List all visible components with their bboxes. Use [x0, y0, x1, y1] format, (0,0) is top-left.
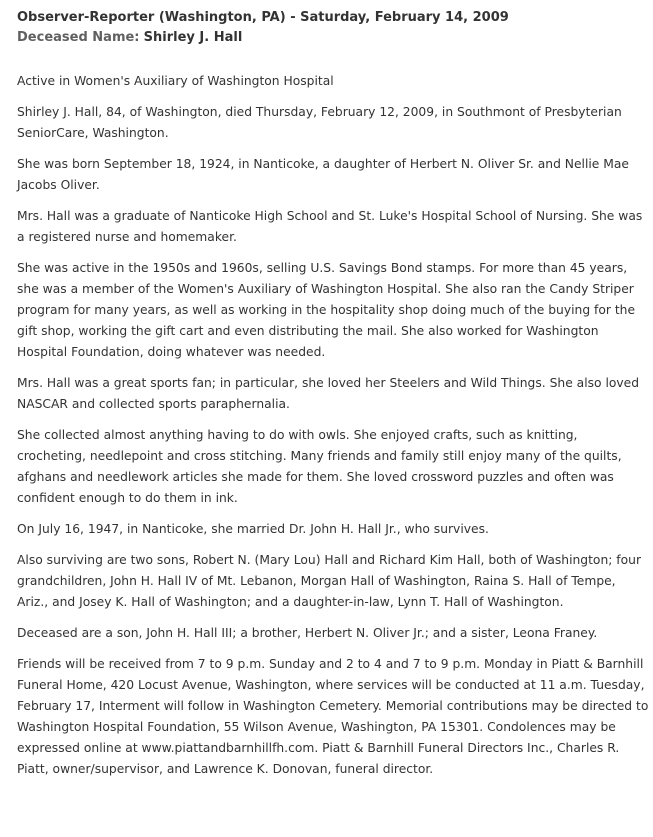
obituary-paragraph: She was born September 18, 1924, in Nanticoke, a daughter of Herbert N. Oliver Sr. and Nellie Mae Jacobs Oliver. — [17, 157, 629, 192]
obituary-page — [17, 8, 649, 790]
obituary-paragraph: Mrs. Hall was a graduate of Nanticoke High School and St. Luke's Hospital School of Nursing. She was a registered nurse and homemaker. — [17, 209, 643, 244]
obituary-paragraph: Shirley J. Hall, 84, of Washington, died Thursday, February 12, 2009, in Southmont of Presbyterian SeniorCare, Washington. — [17, 105, 622, 140]
obituary-paragraph: She was active in the 1950s and 1960s, selling U.S. Savings Bond stamps. For more than 45 years, she was a member of the Women's Auxiliary of Washington Hospital. She also ran the Candy Striper program for many years, as well as working in the hospitality shop doing much of the buying for the gift shop, working the gift cart and even distributing the mail. She also worked for Washington Hospital Foundation, doing whatever was needed. — [17, 261, 636, 359]
obituary-paragraph: Friends will be received from 7 to 9 p.m. Sunday and 2 to 4 and 7 to 9 p.m. Monday in Piatt & Barnhill Funeral Home, 420 Locust Avenue, Washington, where services will be conducted at 11 a.m. Tuesday, February 17, Interment will follow in Washington Cemetery. Memorial contributions may be directed to Washington Hospital Foundation, 55 Wilson Avenue, Washington, PA 15301. Condolences may be expressed online at www.piattandbarnhillfh.com. Piatt & Barnhill Funeral Directors Inc., Charles R. Piatt, owner/supervisor, and Lawrence K. Donovan, funeral director. — [17, 657, 649, 776]
deceased-name-value: Shirley J. Hall — [143, 30, 243, 45]
obituary-paragraph: Mrs. Hall was a great sports fan; in particular, she loved her Steelers and Wild Things. She also loved NASCAR and collected sports paraphernalia. — [17, 376, 640, 411]
deceased-name-line — [17, 28, 649, 48]
obituary-paragraph: On July 16, 1947, in Nanticoke, she married Dr. John H. Hall Jr., who survives. — [17, 522, 489, 536]
obituary-paragraph: Deceased are a son, John H. Hall III; a brother, Herbert N. Oliver Jr.; and a sister, Leona Franey. — [17, 626, 598, 640]
publication-line: Observer-Reporter (Washington, PA) - Saturday, February 14, 2009 — [17, 10, 509, 25]
obituary-paragraph: Also surviving are two sons, Robert N. (Mary Lou) Hall and Richard Kim Hall, both of Washington; four grandchildren, John H. Hall IV of Mt. Lebanon, Morgan Hall of Washington, Raina S. Hall of Tempe, Ariz., and Josey K. Hall of Washington; and a daughter-in-law, Lynn T. Hall of Washington. — [17, 553, 642, 609]
deceased-name-label: Deceased Name: — [17, 30, 140, 45]
obituary-body — [17, 71, 649, 780]
obituary-paragraph: She collected almost anything having to do with owls. She enjoyed crafts, such as knitting, crocheting, needlepoint and cross stitching. Many friends and family still enjoy many of the quilts, afghans and needlework articles she made for them. She loved crossword puzzles and often was confident enough to do them in ink. — [17, 428, 622, 505]
obituary-headline: Active in Women's Auxiliary of Washington Hospital — [17, 74, 334, 88]
